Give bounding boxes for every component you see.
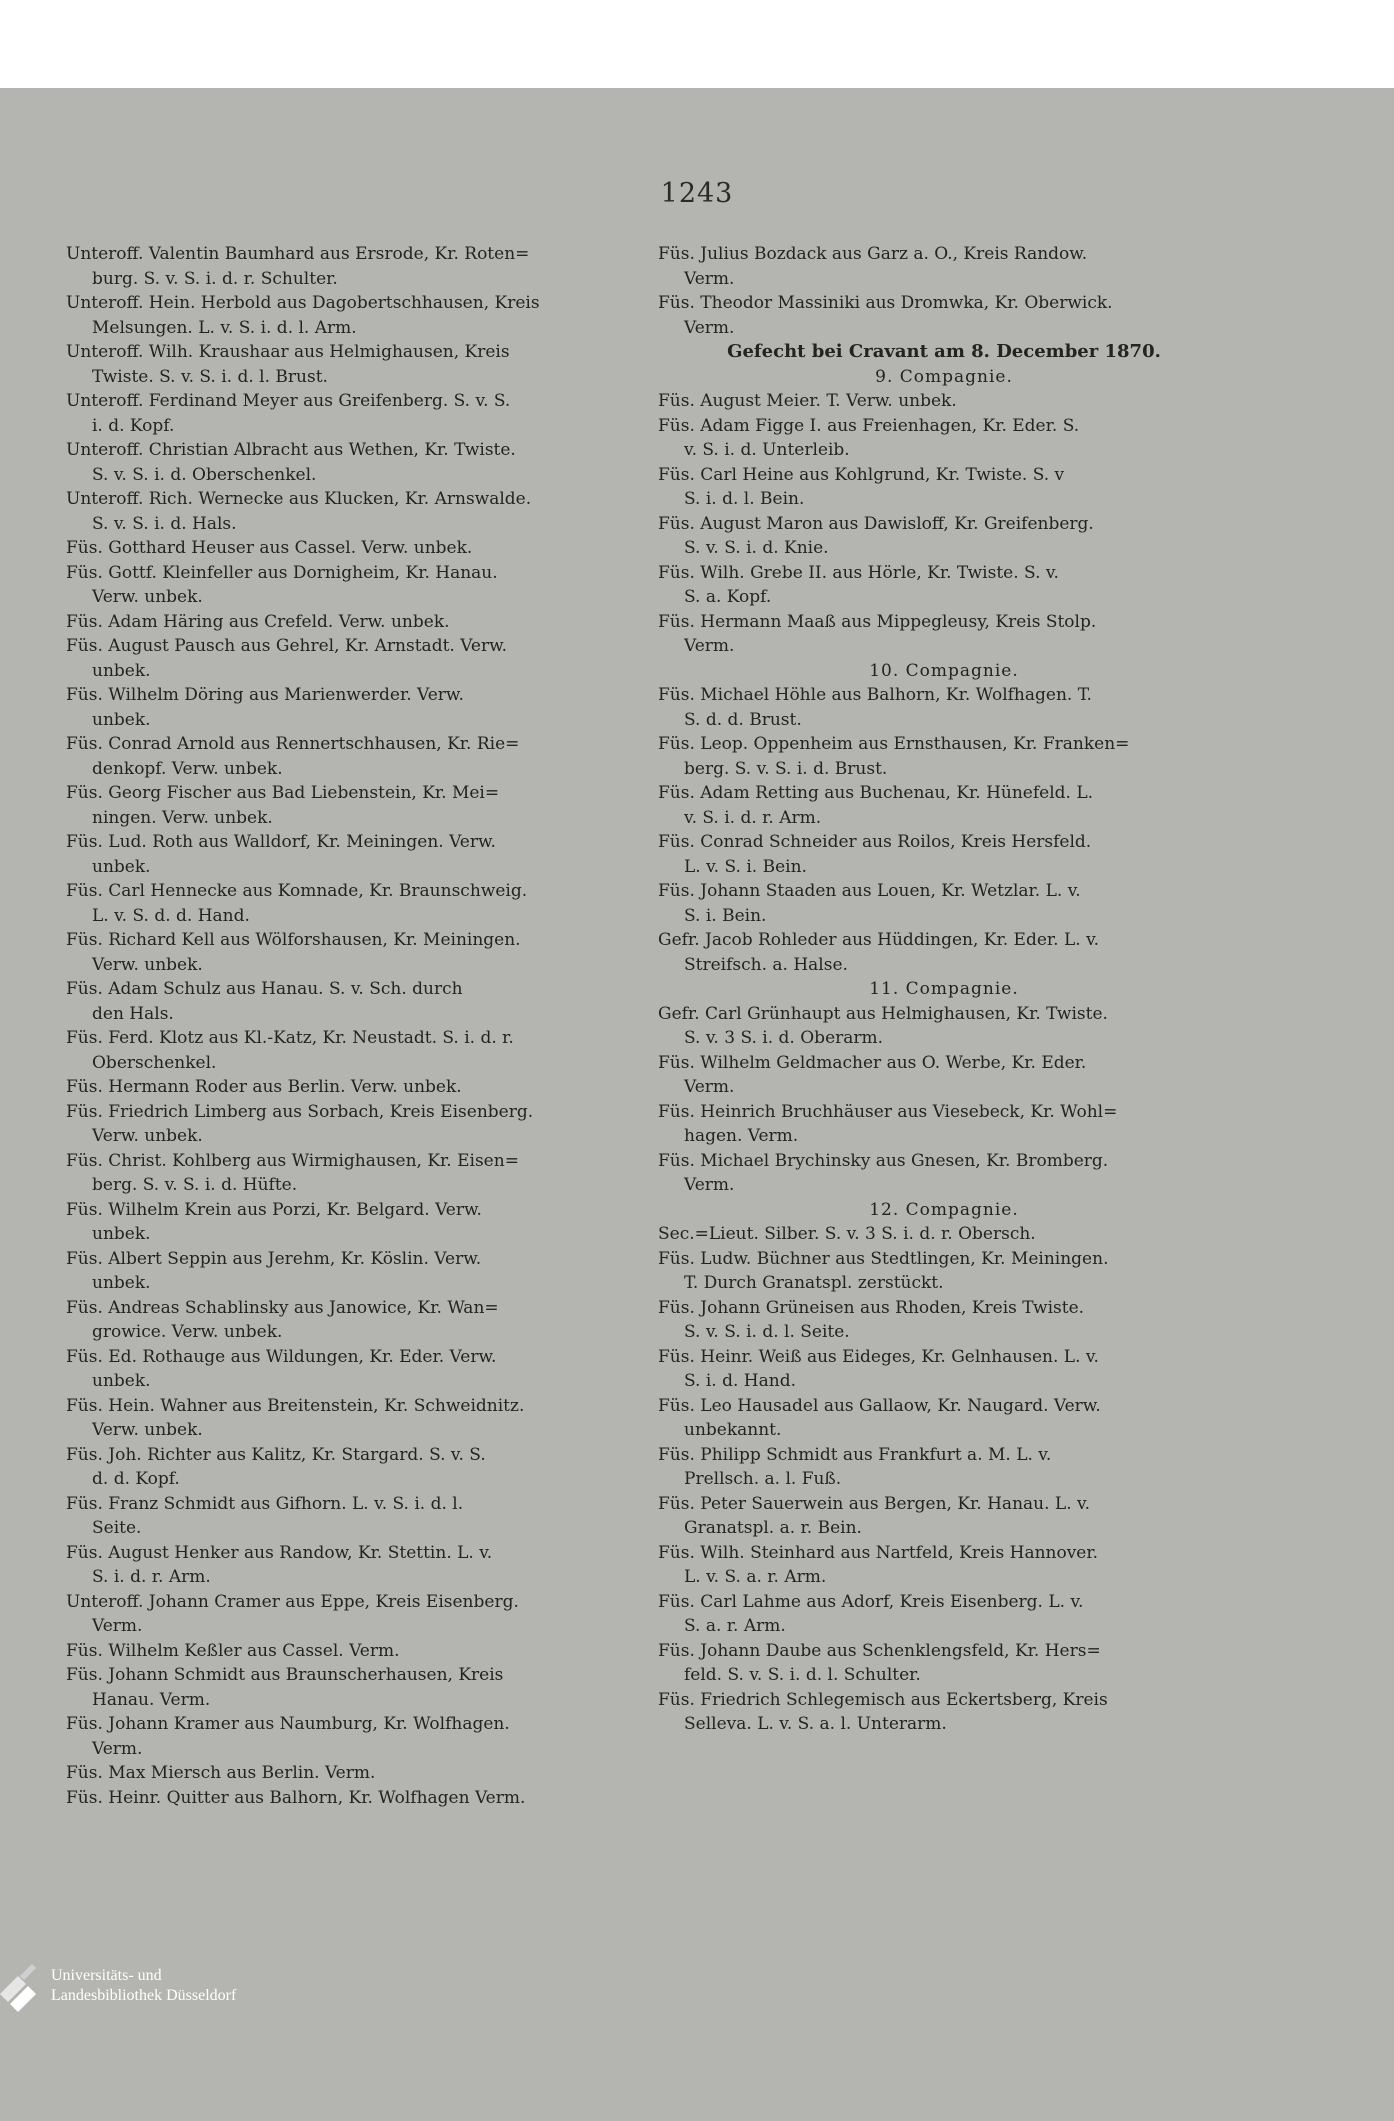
library-logo-icon (0, 1964, 50, 2014)
casualty-entry-line: Füs. Adam Häring aus Crefeld. Verw. unbek. (66, 611, 450, 632)
page-number: 1243 (660, 178, 734, 209)
entry-continuation-line: i. d. Kopf. (92, 415, 175, 436)
entry-continuation-line: Verm. (92, 1738, 143, 1759)
entry-continuation-line: den Hals. (92, 1003, 174, 1024)
entry-continuation-line: Verm. (684, 636, 735, 656)
entry-continuation-line: Verm. (684, 1175, 735, 1195)
entry-continuation-line: Seite. (92, 1518, 142, 1538)
casualty-entry-line: Füs. August Henker aus Randow, Kr. Stettin. L. v. (66, 1542, 493, 1563)
company-heading: 12. Compagnie. (869, 1199, 1019, 1220)
casualty-entry-line: Füs. Wilh. Steinhard aus Nartfeld, Kreis Hannover. (658, 1542, 1099, 1563)
casualty-entry-line: Füs. Peter Sauerwein aus Bergen, Kr. Hanau. L. v. (658, 1493, 1090, 1514)
entry-continuation-line: unbek. (92, 1273, 151, 1293)
entry-continuation-line: S. d. d. Brust. (684, 709, 802, 730)
entry-continuation-line: Twiste. S. v. S. i. d. l. Brust. (92, 366, 328, 387)
entry-continuation-line: unbek. (92, 709, 151, 730)
casualty-entry-line: Füs. Conrad Arnold aus Rennertschhausen, Kr. Rie= (66, 734, 520, 754)
battle-heading: Gefecht bei Cravant am 8. December 1870. (727, 341, 1161, 362)
casualty-entry-line: Füs. Wilhelm Geldmacher aus O. Werbe, Kr. Eder. (658, 1052, 1087, 1073)
entry-continuation-line: Verm. (92, 1616, 143, 1636)
casualty-entry-line: Gefr. Jacob Rohleder aus Hüddingen, Kr. Eder. L. v. (658, 930, 1100, 950)
entry-continuation-line: S. a. r. Arm. (684, 1616, 786, 1636)
casualty-entry-line: Füs. Michael Brychinsky aus Gnesen, Kr. Bromberg. (658, 1150, 1109, 1171)
casualty-entry-line: Unteroff. Christian Albracht aus Wethen, Kr. Twiste. (66, 440, 516, 460)
casualty-entry-line: Unteroff. Rich. Wernecke aus Klucken, Kr. Arnswalde. (66, 489, 532, 509)
entry-continuation-line: v. S. i. d. r. Arm. (684, 807, 822, 828)
entry-continuation-line: Verw. unbek. (92, 1420, 203, 1440)
casualty-entry-line: Füs. Ludw. Büchner aus Stedtlingen, Kr. Meiningen. (658, 1248, 1109, 1269)
casualty-entry-line: Füs. Hermann Maaß aus Mippegleusy, Kreis Stolp. (658, 611, 1097, 632)
company-heading: 9. Compagnie. (875, 366, 1013, 387)
entry-continuation-line: unbek. (92, 1371, 151, 1391)
entry-continuation-line: Verm. (684, 268, 735, 289)
casualty-entry-line: Füs. Albert Seppin aus Jerehm, Kr. Köslin. Verw. (66, 1248, 482, 1269)
casualty-entry-line: Füs. Carl Lahme aus Adorf, Kreis Eisenberg. L. v. (658, 1591, 1084, 1612)
entry-continuation-line: Hanau. Verm. (92, 1689, 211, 1710)
casualty-entry-line: Gefr. Carl Grünhaupt aus Helmighausen, Kr. Twiste. (658, 1003, 1108, 1024)
entry-continuation-line: Melsungen. L. v. S. i. d. l. Arm. (92, 317, 357, 338)
casualty-entry-line: Füs. Heinr. Quitter aus Balhorn, Kr. Wolfhagen Verm. (66, 1787, 526, 1808)
entry-continuation-line: hagen. Verm. (684, 1126, 799, 1146)
casualty-entry-line: Füs. Adam Retting aus Buchenau, Kr. Hünefeld. L. (658, 783, 1094, 803)
casualty-entry-line: Füs. Leop. Oppenheim aus Ernsthausen, Kr. Franken= (658, 734, 1130, 754)
entry-continuation-line: S. i. Bein. (684, 905, 767, 926)
casualty-entry-line: Füs. Johann Kramer aus Naumburg, Kr. Wolfhagen. (66, 1714, 510, 1734)
entry-continuation-line: L. v. S. i. Bein. (684, 856, 807, 877)
entry-continuation-line: L. v. S. a. r. Arm. (684, 1567, 827, 1587)
casualty-entry-line: Unteroff. Wilh. Kraushaar aus Helmighausen, Kreis (66, 342, 510, 362)
entry-continuation-line: Streifsch. a. Halse. (684, 954, 848, 975)
casualty-entry-line: Füs. Andreas Schablinsky aus Janowice, Kr. Wan= (66, 1297, 499, 1318)
casualty-entry-line: Füs. Adam Figge I. aus Freienhagen, Kr. Eder. S. (658, 415, 1080, 436)
entry-continuation-line: Verm. (684, 1077, 735, 1097)
library-name-line2: Landesbibliothek Düsseldorf (51, 1987, 237, 2004)
casualty-entry-line: Füs. Philipp Schmidt aus Frankfurt a. M. L. v. (658, 1444, 1052, 1465)
casualty-entry-line: Füs. Friedrich Schlegemisch aus Eckertsberg, Kreis (658, 1689, 1108, 1710)
casualty-entry-line: Füs. Heinr. Weiß aus Eideges, Kr. Gelnhausen. L. v. (658, 1346, 1099, 1367)
entry-continuation-line: S. v. S. i. d. Oberschenkel. (92, 464, 317, 485)
casualty-entry-line: Füs. Georg Fischer aus Bad Liebenstein, Kr. Mei= (66, 783, 500, 803)
company-heading: 11. Compagnie. (869, 979, 1019, 999)
entry-continuation-line: growice. Verw. unbek. (92, 1322, 283, 1342)
entry-continuation-line: Verm. (684, 317, 735, 338)
casualty-entry-line: Füs. Joh. Richter aus Kalitz, Kr. Stargard. S. v. S. (66, 1444, 486, 1465)
casualty-entry-line: Füs. Johann Schmidt aus Braunscherhausen, Kreis (66, 1665, 504, 1685)
company-heading: 10. Compagnie. (869, 660, 1019, 681)
casualty-entry-line: Füs. Theodor Massiniki aus Dromwka, Kr. Oberwick. (658, 293, 1113, 313)
casualty-entry-line: Unteroff. Valentin Baumhard aus Ersrode, Kr. Roten= (66, 244, 530, 264)
casualty-entry-line: Füs. Johann Grüneisen aus Rhoden, Kreis Twiste. (658, 1297, 1085, 1318)
casualty-entry-line: Füs. Wilhelm Döring aus Marienwerder. Verw. (66, 685, 464, 705)
entry-continuation-line: unbek. (92, 660, 151, 681)
casualty-entry-line: Unteroff. Hein. Herbold aus Dagobertschhausen, Kreis (66, 293, 540, 313)
casualty-entry-line: Füs. August Maron aus Dawisloff, Kr. Greifenberg. (658, 513, 1094, 534)
entry-continuation-line: unbek. (92, 1224, 151, 1244)
casualty-entry-line: Füs. Heinrich Bruchhäuser aus Viesebeck, Kr. Wohl= (658, 1101, 1118, 1122)
casualty-entry-line: Füs. Ferd. Klotz aus Kl.-Katz, Kr. Neustadt. S. i. d. r. (66, 1028, 514, 1048)
entry-continuation-line: S. v. 3 S. i. d. Oberarm. (684, 1028, 884, 1048)
entry-continuation-line: S. i. d. r. Arm. (92, 1567, 211, 1587)
casualty-entry-line: Füs. Conrad Schneider aus Roilos, Kreis Hersfeld. (658, 832, 1092, 852)
casualty-entry-line: Füs. Richard Kell aus Wölforshausen, Kr. Meiningen. (66, 930, 521, 950)
left-column (66, 242, 632, 1810)
casualty-entry-line: Füs. Carl Heine aus Kohlgrund, Kr. Twiste. S. v (658, 464, 1065, 485)
casualty-entry-line: Füs. Wilhelm Krein aus Porzi, Kr. Belgard. Verw. (66, 1199, 482, 1220)
entry-continuation-line: d. d. Kopf. (92, 1469, 180, 1489)
casualty-entry-line: Sec.=Lieut. Silber. S. v. 3 S. i. d. r. Obersch. (658, 1224, 1036, 1244)
entry-continuation-line: Oberschenkel. (92, 1052, 217, 1073)
entry-continuation-line: Selleva. L. v. S. a. l. Unterarm. (684, 1714, 947, 1734)
entry-continuation-line: v. S. i. d. Unterleib. (684, 440, 850, 460)
entry-continuation-line: L. v. S. d. d. Hand. (92, 905, 250, 926)
casualty-entry-line: Unteroff. Ferdinand Meyer aus Greifenberg. S. v. S. (66, 391, 511, 411)
entry-continuation-line: ningen. Verw. unbek. (92, 807, 273, 828)
entry-continuation-line: Verw. unbek. (92, 1126, 203, 1146)
casualty-entry-line: Füs. Hein. Wahner aus Breitenstein, Kr. Schweidnitz. (66, 1395, 525, 1416)
casualty-entry-line: Füs. Gotthard Heuser aus Cassel. Verw. unbek. (66, 538, 473, 558)
entry-continuation-line: Granatspl. a. r. Bein. (684, 1518, 862, 1538)
casualty-entry-line: Füs. Wilh. Grebe II. aus Hörle, Kr. Twiste. S. v. (658, 562, 1059, 583)
casualty-entry-line: Füs. Carl Hennecke aus Komnade, Kr. Braunschweig. (66, 881, 528, 901)
entry-continuation-line: S. v. S. i. d. l. Seite. (684, 1322, 850, 1342)
entry-continuation-line: S. v. S. i. d. Knie. (684, 538, 829, 558)
entry-continuation-line: S. v. S. i. d. Hals. (92, 513, 237, 534)
entry-continuation-line: S. i. d. Hand. (684, 1371, 796, 1391)
casualty-entry-line: Füs. Leo Hausadel aus Gallaow, Kr. Naugard. Verw. (658, 1395, 1101, 1416)
casualty-entry-line: Füs. Ed. Rothauge aus Wildungen, Kr. Eder. Verw. (66, 1346, 497, 1367)
entry-continuation-line: denkopf. Verw. unbek. (92, 758, 283, 779)
casualty-entry-line: Füs. Hermann Roder aus Berlin. Verw. unbek. (66, 1077, 462, 1097)
casualty-entry-line: Füs. August Pausch aus Gehrel, Kr. Arnstadt. Verw. (66, 636, 508, 656)
entry-continuation-line: S. a. Kopf. (684, 587, 772, 607)
casualty-entry-line: Unteroff. Johann Cramer aus Eppe, Kreis Eisenberg. (66, 1591, 519, 1612)
casualty-entry-line: Füs. Johann Daube aus Schenklengsfeld, Kr. Hers= (658, 1640, 1101, 1661)
entry-continuation-line: Verw. unbek. (92, 587, 203, 607)
entry-continuation-line: berg. S. v. S. i. d. Hüfte. (92, 1175, 298, 1195)
entry-continuation-line: Verw. unbek. (92, 954, 203, 975)
entry-continuation-line: unbek. (92, 856, 151, 877)
entry-continuation-line: burg. S. v. S. i. d. r. Schulter. (92, 268, 338, 289)
casualty-entry-line: Füs. Wilhelm Keßler aus Cassel. Verm. (66, 1640, 400, 1661)
casualty-entry-line: Füs. Max Miersch aus Berlin. Verm. (66, 1763, 376, 1783)
entry-continuation-line: Prellsch. a. l. Fuß. (684, 1469, 842, 1489)
entry-continuation-line: T. Durch Granatspl. zerstückt. (684, 1273, 944, 1293)
casualty-entry-line: Füs. Friedrich Limberg aus Sorbach, Kreis Eisenberg. (66, 1101, 534, 1122)
casualty-entry-line: Füs. Michael Höhle aus Balhorn, Kr. Wolfhagen. T. (658, 685, 1092, 705)
entry-continuation-line: S. i. d. l. Bein. (684, 489, 805, 509)
casualty-entry-line: Füs. Christ. Kohlberg aus Wirmighausen, Kr. Eisen= (66, 1150, 519, 1171)
entry-continuation-line: feld. S. v. S. i. d. l. Schulter. (684, 1665, 921, 1685)
entry-continuation-line: unbekannt. (684, 1420, 782, 1440)
casualty-entry-line: Füs. Franz Schmidt aus Gifhorn. L. v. S. i. d. l. (66, 1493, 464, 1514)
casualty-entry-line: Füs. Lud. Roth aus Walldorf, Kr. Meiningen. Verw. (66, 832, 496, 852)
casualty-entry-line: Füs. Adam Schulz aus Hanau. S. v. Sch. durch (66, 979, 463, 999)
entry-continuation-line: berg. S. v. S. i. d. Brust. (684, 758, 888, 779)
library-name-line1: Universitäts- und (51, 1967, 162, 1984)
casualty-entry-line: Füs. August Meier. T. Verw. unbek. (658, 391, 957, 411)
casualty-entry-line: Füs. Johann Staaden aus Louen, Kr. Wetzlar. L. v. (658, 881, 1081, 901)
right-column (658, 242, 1230, 1737)
casualty-entry-line: Füs. Julius Bozdack aus Garz a. O., Kreis Randow. (658, 244, 1088, 264)
casualty-entry-line: Füs. Gottf. Kleinfeller aus Dornigheim, Kr. Hanau. (66, 562, 498, 583)
